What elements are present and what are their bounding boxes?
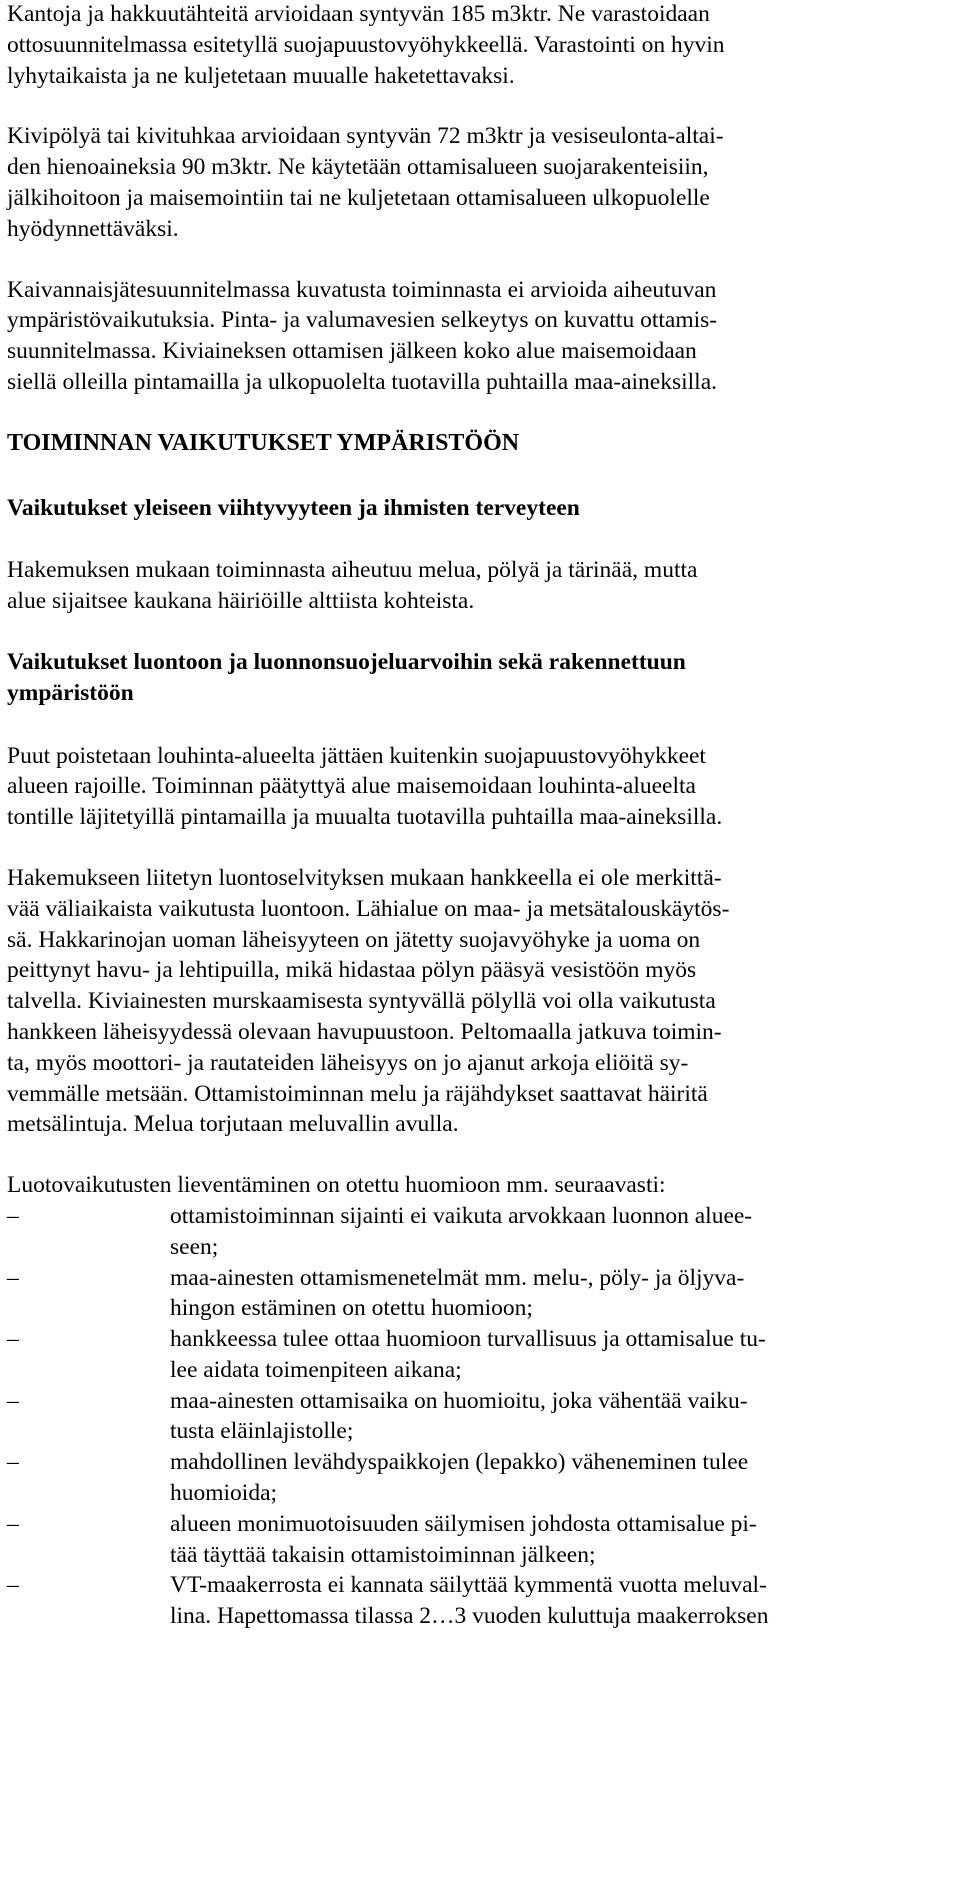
paragraph-waste-plan: Kaivannaisjätesuunnitelmassa kuvatusta toiminnasta ei arvioida aiheutuvan ympäristövaikutuksia. Pinta- ja valumavesien selkeytys on kuvattu ottamis- suunnitelmassa. Kiviaineksen ottamisen jälkeen koko alue maisemoidaan siellä olleilla pintamailla ja ulkopuolelta tuotavilla puhtailla maa-aineksilla. xyxy=(7,276,718,395)
paragraph-nature-trees: Puut poistetaan louhinta-alueelta jättäen kuitenkin suojapuustovyöhykkeet alueen rajoille. Toiminnan päätyttyä alue maisemoidaan louhinta-alueelta tontille läjitetyillä pintamailla ja muualta tuotavilla puhtailla maa-aineksilla. xyxy=(7,742,723,831)
list-item-text: maa-ainesten ottamisaika on huomioitu, joka vähentää vaiku- tusta eläinlajistolle; xyxy=(170,1387,748,1445)
dash-marker: – xyxy=(7,1449,19,1476)
subheading-nature: Vaikutukset luontoon ja luonnonsuojeluarvoihin sekä rakennettuun ympäristöön xyxy=(7,648,686,706)
list-item-text: hankkeessa tulee ottaa huomioon turvallisuus ja ottamisalue tu- lee aidata toimenpiteen aikana; xyxy=(170,1326,766,1383)
paragraph-stone-dust: Kivipölyä tai kivituhkaa arvioidaan syntyvän 72 m3ktr ja vesiseulonta-altai- den hienoaineksia 90 m3ktr. Ne käytetään ottamisalueen suojarakenteisiin, jälkihoitoon ja maisemointiin tai ne kuljetetaan ottamisalueen ulkopuolelle hyödynnettäväksi. xyxy=(7,123,724,242)
list-item-text: VT-maakerrosta ei kannata säilyttää kymmentä vuotta meluval- lina. Hapettomassa tilassa 2…3 vuoden kuluttuja maakerroksen xyxy=(170,1572,769,1630)
list-item xyxy=(7,1447,955,1509)
list-item xyxy=(7,1570,955,1632)
dash-marker: – xyxy=(7,1572,19,1599)
list-item xyxy=(7,1386,955,1448)
list-item-text: maa-ainesten ottamismenetelmät mm. melu-, pöly- ja öljyva- hingon estäminen on otettu huomioon; xyxy=(170,1264,745,1322)
document-page xyxy=(7,0,955,1632)
paragraph-stumps: Kantoja ja hakkuutähteitä arvioidaan syntyvän 185 m3ktr. Ne varastoidaan ottosuunnitelmassa esitetyllä suojapuustovyöhykkeellä. Varastointi on hyvin lyhytaikaista ja ne kuljetetaan muualle haketettavaksi. xyxy=(7,1,725,89)
list-item xyxy=(7,1509,955,1571)
list-item-text: mahdollinen levähdyspaikkojen (lepakko) väheneminen tulee huomioida; xyxy=(170,1449,749,1507)
dash-marker: – xyxy=(7,1387,19,1414)
dash-marker: – xyxy=(7,1326,19,1353)
list-item-text: ottamistoiminnan sijainti ei vaikuta arvokkaan luonnon alueе- seen; xyxy=(170,1202,753,1260)
mitigation-list xyxy=(7,1201,955,1632)
list-intro: Luotovaikutusten lieventäminen on otettu huomioon mm. seuraavasti: xyxy=(7,1172,666,1199)
dash-marker: – xyxy=(7,1510,19,1537)
list-item xyxy=(7,1201,955,1263)
list-item xyxy=(7,1263,955,1325)
paragraph-nature-survey: Hakemukseen liitetyn luontoselvityksen mukaan hankkeella ei ole merkittä- vää väliaikaista vaikutusta luontoon. Lähialue on maa- ja metsätalouskäytös- sä. Hakkarinojan uoman läheisyyteen on jätetty suojavyöhyke ja uoma on peittynyt havu- ja lehtipuilla, mikä hidastaa pölyn pääsyä vesistöön myös talvella. Kiviainesten murskaamisesta syntyvällä pölyllä voi olla vaikutusta hankkeen läheisyydessä olevaan havupuustoon. Peltomaalla jatkuva toimin- ta, myös moottori- ja rautateiden läheisyys on jo ajanut arkoja eliöitä sy- vemmälle metsään. Ottamistoiminnan melu ja räjähdykset saattavat häiritä metsälintuja. Melua torjutaan meluvallin avulla. xyxy=(7,864,730,1138)
dash-marker: – xyxy=(7,1202,19,1229)
list-item-text: alueen monimuotoisuuden säilymisen johdosta ottamisalue pi- tää täyttää takaisin ottamistoiminnan jälkeen; xyxy=(170,1510,757,1568)
main-heading: TOIMINNAN VAIKUTUKSET YMPÄRISTÖÖN xyxy=(7,429,520,456)
paragraph-health: Hakemuksen mukaan toiminnasta aiheutuu melua, pölyä ja tärinää, mutta alue sijaitsee kaukana häiriöille alttiista kohteista. xyxy=(7,557,698,615)
list-item xyxy=(7,1324,955,1386)
subheading-health: Vaikutukset yleiseen viihtyvyyteen ja ihmisten terveyteen xyxy=(7,494,580,521)
dash-marker: – xyxy=(7,1264,19,1291)
